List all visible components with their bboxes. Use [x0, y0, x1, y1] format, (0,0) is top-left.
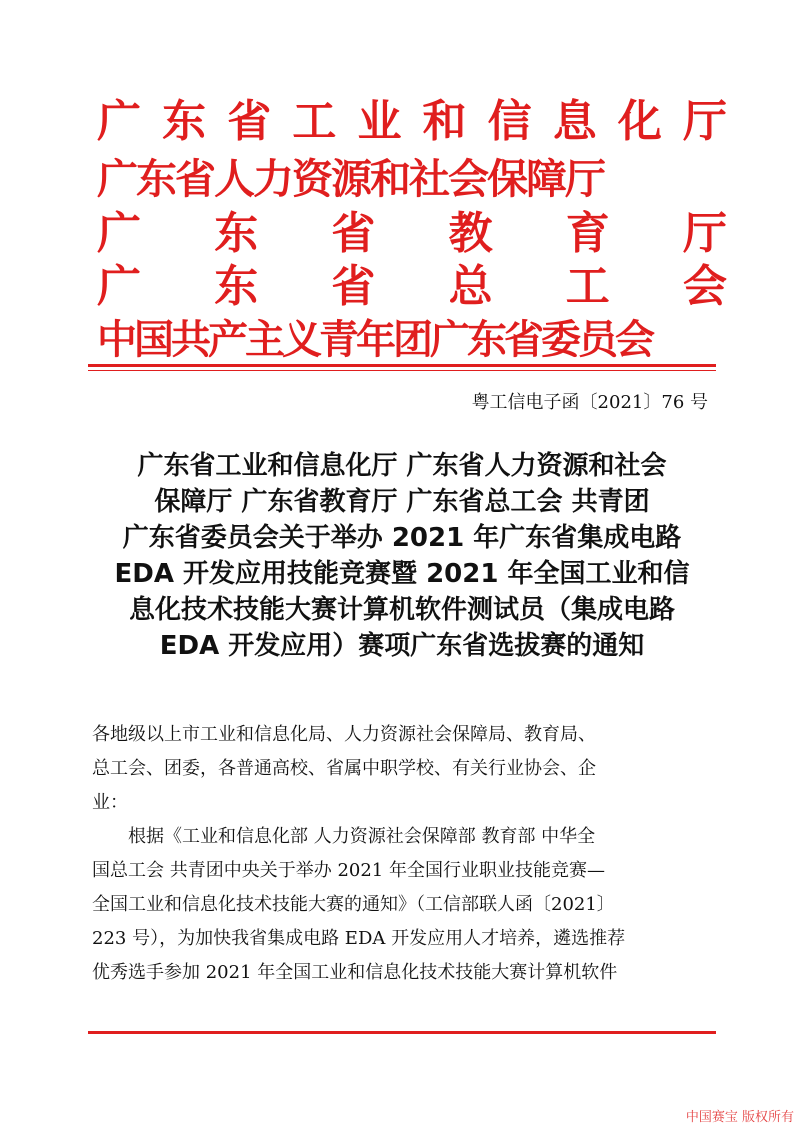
body-paragraph: [92, 820, 712, 990]
issuer-line-2: 广东省人力资源和社会保障厅: [97, 155, 604, 203]
title-line: 息化技术技能大赛计算机软件测试员（集成电路: [128, 595, 675, 625]
title-line: EDA 开发应用）赛项广东省选拔赛的通知: [159, 631, 645, 661]
issuer-line-3: 广 东 省 教 育 厅: [97, 210, 727, 258]
addressee-line: 总工会、团委，各普通高校、省属中职学校、有关行业协会、企: [92, 758, 596, 779]
footer-red-rule: [88, 1031, 716, 1034]
body-line: 全国工业和信息化技术技能大赛的通知》（工信部联人函〔2021〕: [92, 894, 615, 915]
header-red-rule-thin: [88, 370, 716, 371]
title-line: 广东省工业和信息化厅 广东省人力资源和社会: [137, 451, 667, 481]
addressee: [92, 718, 712, 820]
title-line: 保障厅 广东省教育厅 广东省总工会 共青团: [154, 487, 650, 517]
copyright-watermark: 中国赛宝 版权所有: [685, 1110, 794, 1125]
title-line: EDA 开发应用技能竞赛暨 2021 年全国工业和信: [114, 559, 690, 589]
issuer-line-4: 广 东 省 总 工 会: [97, 263, 727, 311]
document-number: 粤工信电子函〔2021〕76 号: [471, 392, 708, 413]
title-line: 广东省委员会关于举办 2021 年广东省集成电路: [122, 523, 682, 553]
header-red-rule: [88, 364, 716, 367]
document-title: [92, 448, 712, 664]
addressee-line: 各地级以上市工业和信息化局、人力资源社会保障局、教育局、: [92, 724, 596, 745]
issuer-line-5: 中国共产主义青年团广东省委员会: [97, 317, 652, 363]
issuer-line-1: 广 东 省 工 业 和 信 息 化 厅: [97, 98, 727, 146]
body-line: 国总工会 共青团中央关于举办 2021 年全国行业职业技能竞赛—: [92, 860, 605, 881]
body-line: 优秀选手参加 2021 年全国工业和信息化技术技能大赛计算机软件: [92, 962, 618, 983]
addressee-line: 业：: [92, 792, 128, 813]
body-line: 223 号），为加快我省集成电路 EDA 开发应用人才培养，遴选推荐: [92, 928, 626, 949]
body-line: 根据《工业和信息化部 人力资源社会保障部 教育部 中华全: [92, 826, 596, 847]
